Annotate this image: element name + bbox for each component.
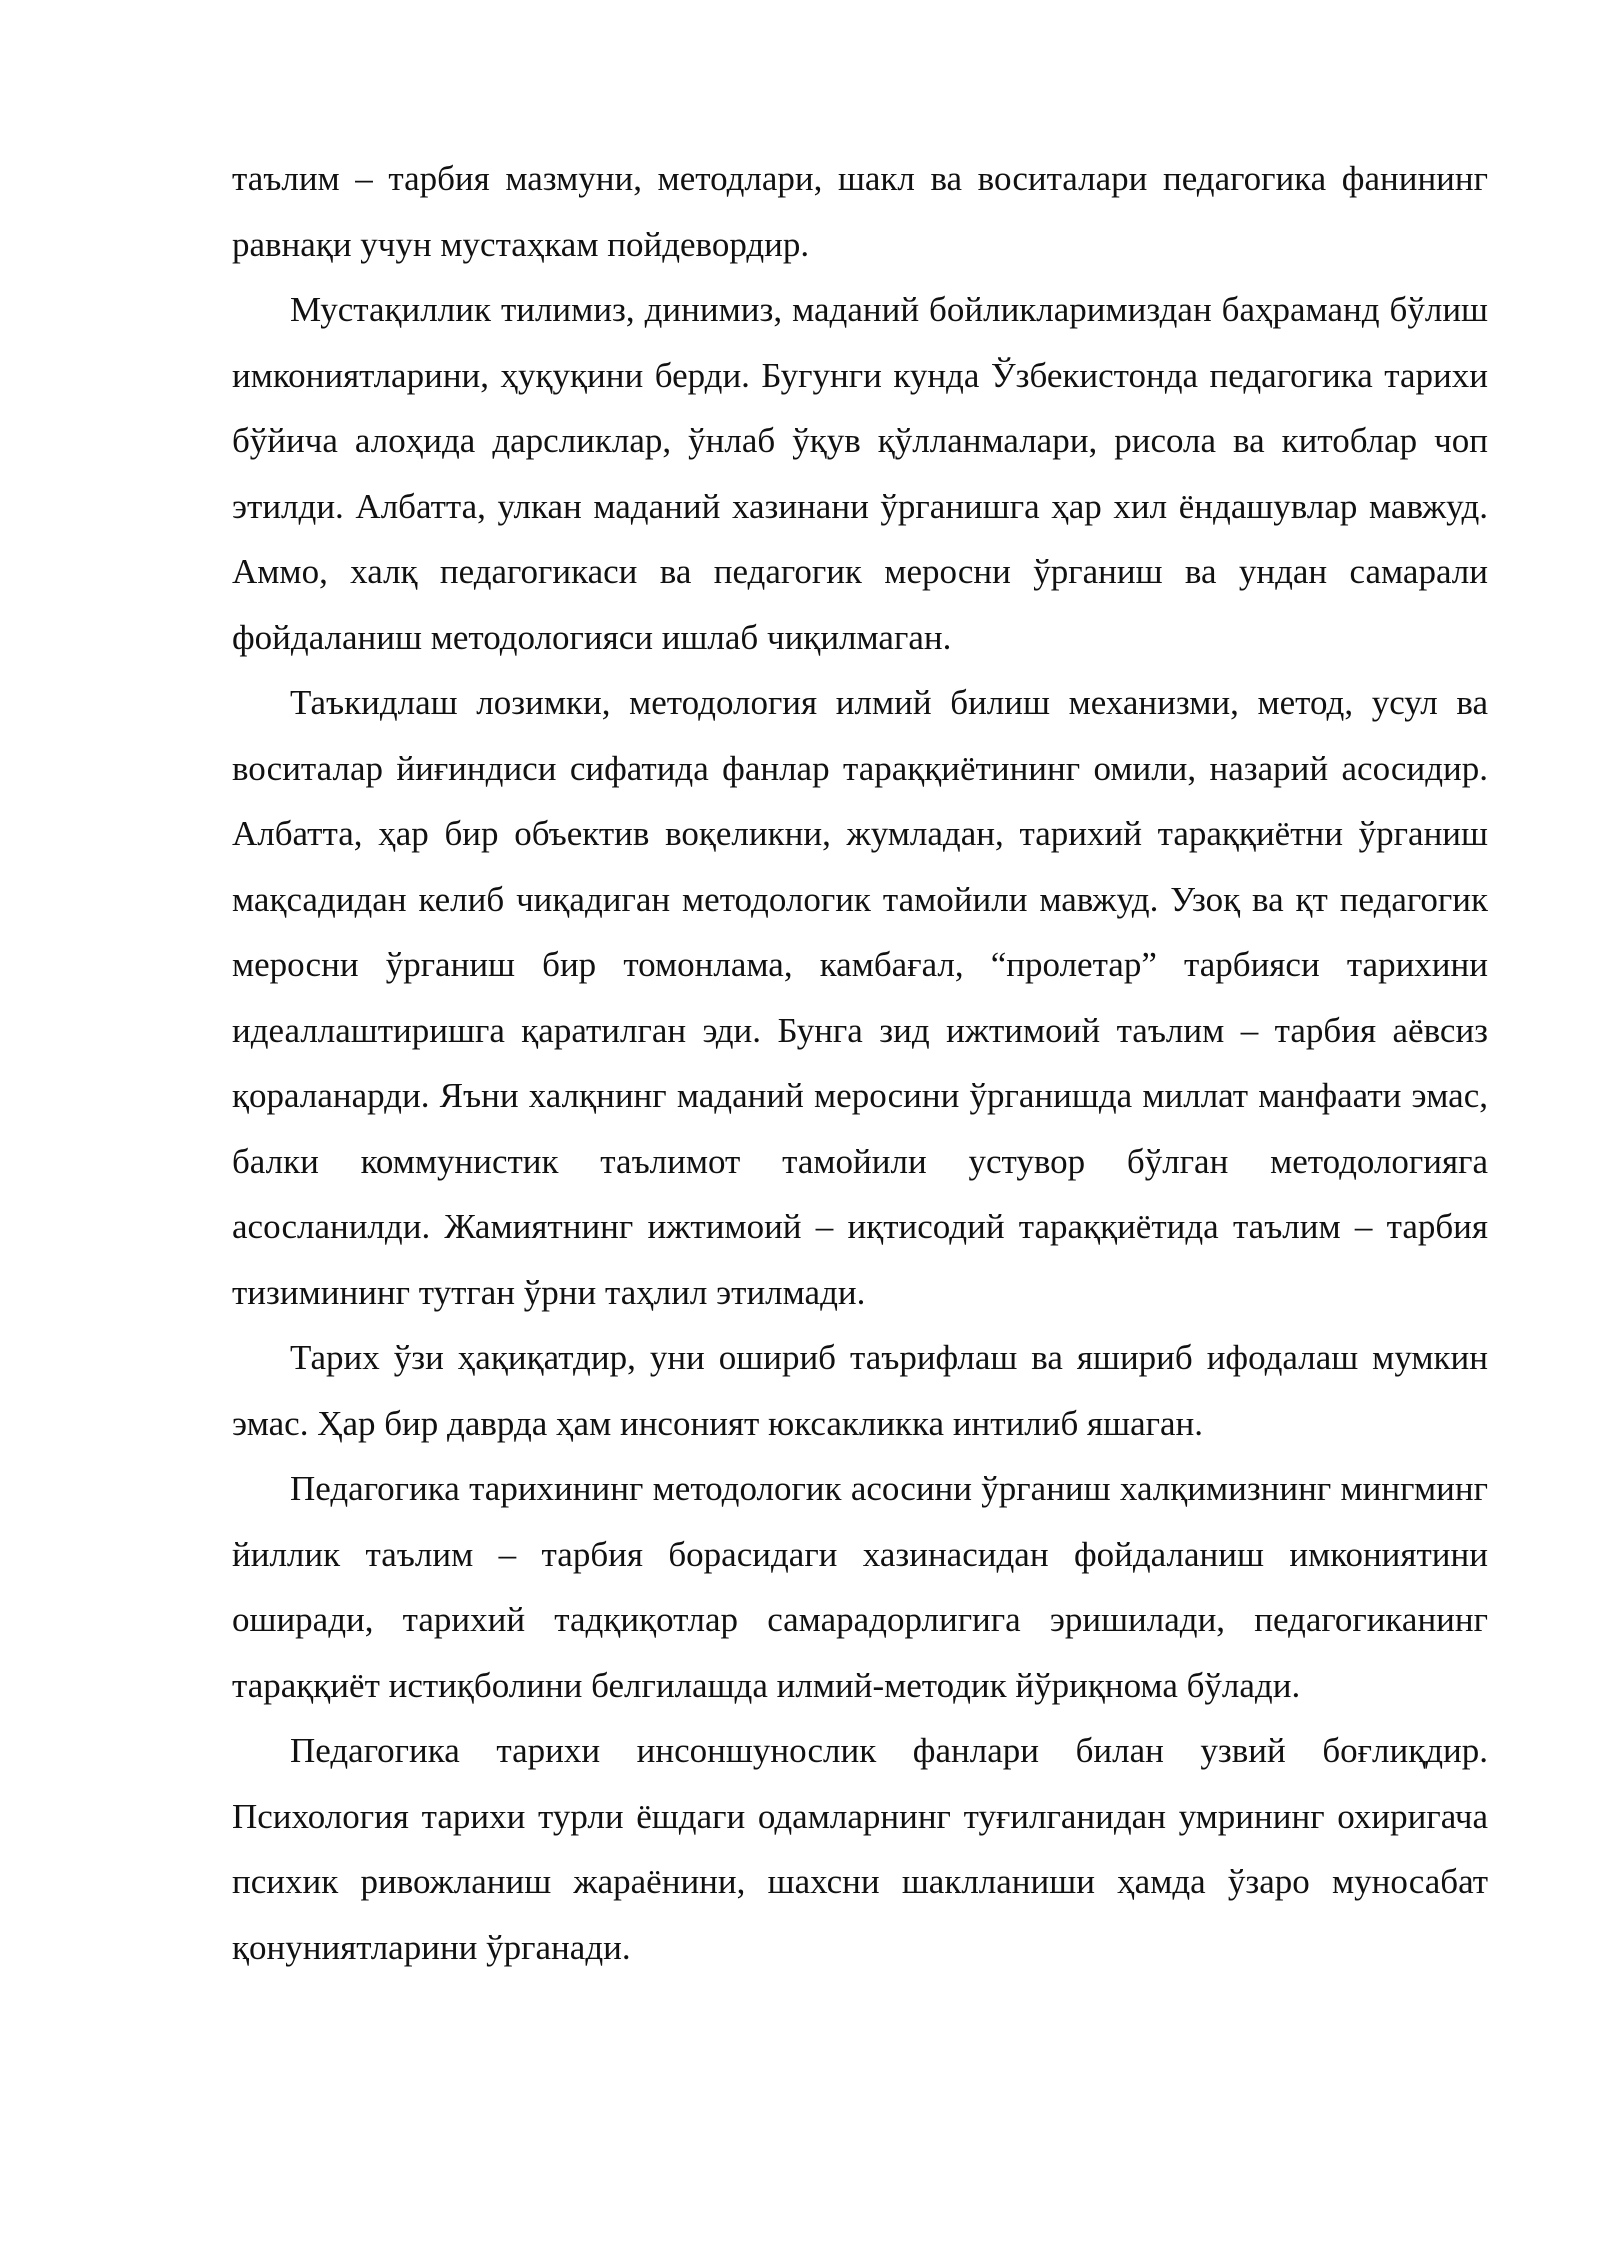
document-page (232, 146, 1488, 1980)
paragraph-4: Тарих ўзи ҳақиқатдир, уни ошириб таърифлаш ва яшириб ифодалаш мумкин эмас. Ҳар бир даврда ҳам инсоният юксакликка интилиб яшаган. (232, 1338, 1488, 1443)
paragraph-6: Педагогика тарихи инсоншунослик фанлари билан узвий боғлиқдир. Психология тарихи турли ёшдаги одамларнинг туғилганидан умрининг охиригача психик ривожланиш жараёнини, шахсни шаклланиши ҳамда ўзаро муносабат қонуниятларини ўрганади. (232, 1731, 1488, 1967)
paragraph-3: Таъкидлаш лозимки, методология илмий билиш механизми, метод, усул ва воситалар йиғиндиси сифатида фанлар тараққиётининг омили, назарий асосидир. Албатта, ҳар бир объектив воқеликни, жумладан, тарихий тараққиётни ўрганиш мақсадидан келиб чиқадиган методологик тамойили мавжуд. Узоқ ва қт педагогик меросни ўрганиш бир томонлама, камбағал, “пролетар” тарбияси тарихини идеаллаштиришга қаратилган эди. Бунга зид ижтимоий таълим – тарбия аёвсиз қораланарди. Яъни халқнинг маданий меросини ўрганишда миллат манфаати эмас, балки коммунистик таълимот тамойили устувор бўлган методологияга асосланилди. Жамиятнинг ижтимоий – иқтисодий тараққиётида таълим – тарбия тизимининг тутган ўрни таҳлил этилмади. (232, 683, 1488, 1312)
paragraph-1: таълим – тарбия мазмуни, методлари, шакл ва воситалари педагогика фанининг равнақи учун мустаҳкам пойдевордир. (232, 159, 1488, 264)
paragraph-2: Мустақиллик тилимиз, динимиз, маданий бойликларимиздан баҳраманд бўлиш имкониятларини, ҳуқуқини берди. Бугунги кунда Ўзбекистонда педагогика тарихи бўйича алоҳида дарсликлар, ўнлаб ўқув қўлланмалари, рисола ва китоблар чоп этилди. Албатта, улкан маданий хазинани ўрганишга ҳар хил ёндашувлар мавжуд. Аммо, халқ педагогикаси ва педагогик меросни ўрганиш ва ундан самарали фойдаланиш методологияси ишлаб чиқилмаган. (232, 290, 1488, 657)
paragraph-5: Педагогика тарихининг методологик асосини ўрганиш халқимизнинг мингминг йиллик таълим – тарбия борасидаги хазинасидан фойдаланиш имкониятини оширади, тарихий тадқиқотлар самарадорлигига эришилади, педагогиканинг тараққиёт истиқболини белгилашда илмий-методик йўриқнома бўлади. (232, 1469, 1488, 1705)
